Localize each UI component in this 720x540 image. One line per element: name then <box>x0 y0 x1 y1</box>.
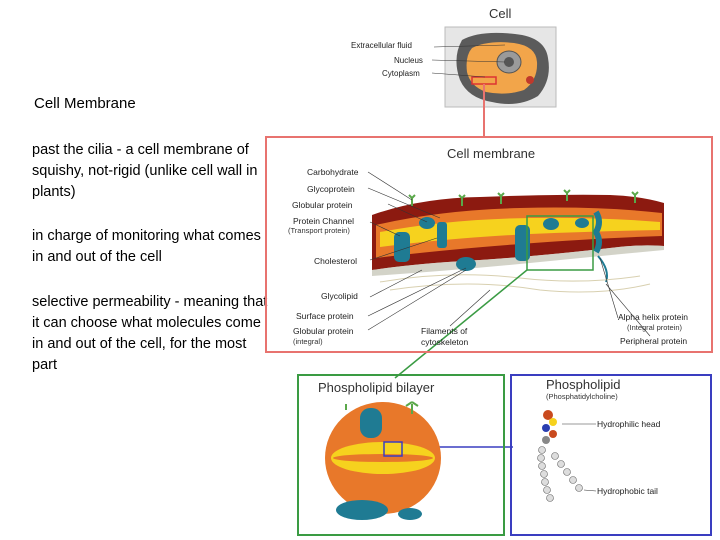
cell-membrane-title: Cell membrane <box>447 146 536 161</box>
paragraph-permeability: selective permeability - meaning that it can choose what molecules come in and out of the cell, for the most part <box>32 294 268 373</box>
cell-inset-illustration <box>432 27 556 136</box>
bilayer-title: Phospholipid bilayer <box>318 380 435 395</box>
integral-protein-label: (Integral protein) <box>627 323 683 332</box>
hydrophobic-tail-label: Hydrophobic tail <box>597 486 658 496</box>
cytoplasm-label: Cytoplasm <box>382 69 420 78</box>
filaments-label-2: cytoskeleton <box>421 337 469 347</box>
globular-protein-integral-label: Globular protein <box>293 326 354 336</box>
surface-protein-label: Surface protein <box>296 311 354 321</box>
slide-heading: Cell Membrane <box>34 95 136 112</box>
glycolipid-label: Glycolipid <box>321 291 358 301</box>
cholesterol-label: Cholesterol <box>314 256 357 266</box>
phosphatidylcholine-label: (Phosphatidylcholine) <box>546 392 618 401</box>
filaments-label-1: Filaments of <box>421 326 468 336</box>
phospholipid-title: Phospholipid <box>546 377 621 392</box>
globular-protein-label: Globular protein <box>292 200 353 210</box>
phospholipid-bilayer-panel <box>297 374 505 536</box>
alpha-helix-label: Alpha helix protein <box>618 312 688 322</box>
glycoprotein-label: Glycoprotein <box>307 184 355 194</box>
cell-title: Cell <box>489 6 512 21</box>
hydrophilic-head-label: Hydrophilic head <box>597 419 661 429</box>
carbohydrate-label: Carbohydrate <box>307 167 359 177</box>
paragraph-monitoring: in charge of monitoring what comes in and out of the cell <box>32 228 261 265</box>
paragraph-cilia: past the cilia - a cell membrane of squishy, not-rigid (unlike cell wall in plants) <box>32 142 258 200</box>
extracellular-fluid-label: Extracellular fluid <box>351 41 412 50</box>
integral-label: (integral) <box>293 337 323 346</box>
transport-protein-label: (Transport protein) <box>288 226 350 235</box>
peripheral-protein-label: Peripheral protein <box>620 336 688 346</box>
nucleus-label: Nucleus <box>394 56 423 65</box>
protein-channel-label: Protein Channel <box>293 216 354 226</box>
